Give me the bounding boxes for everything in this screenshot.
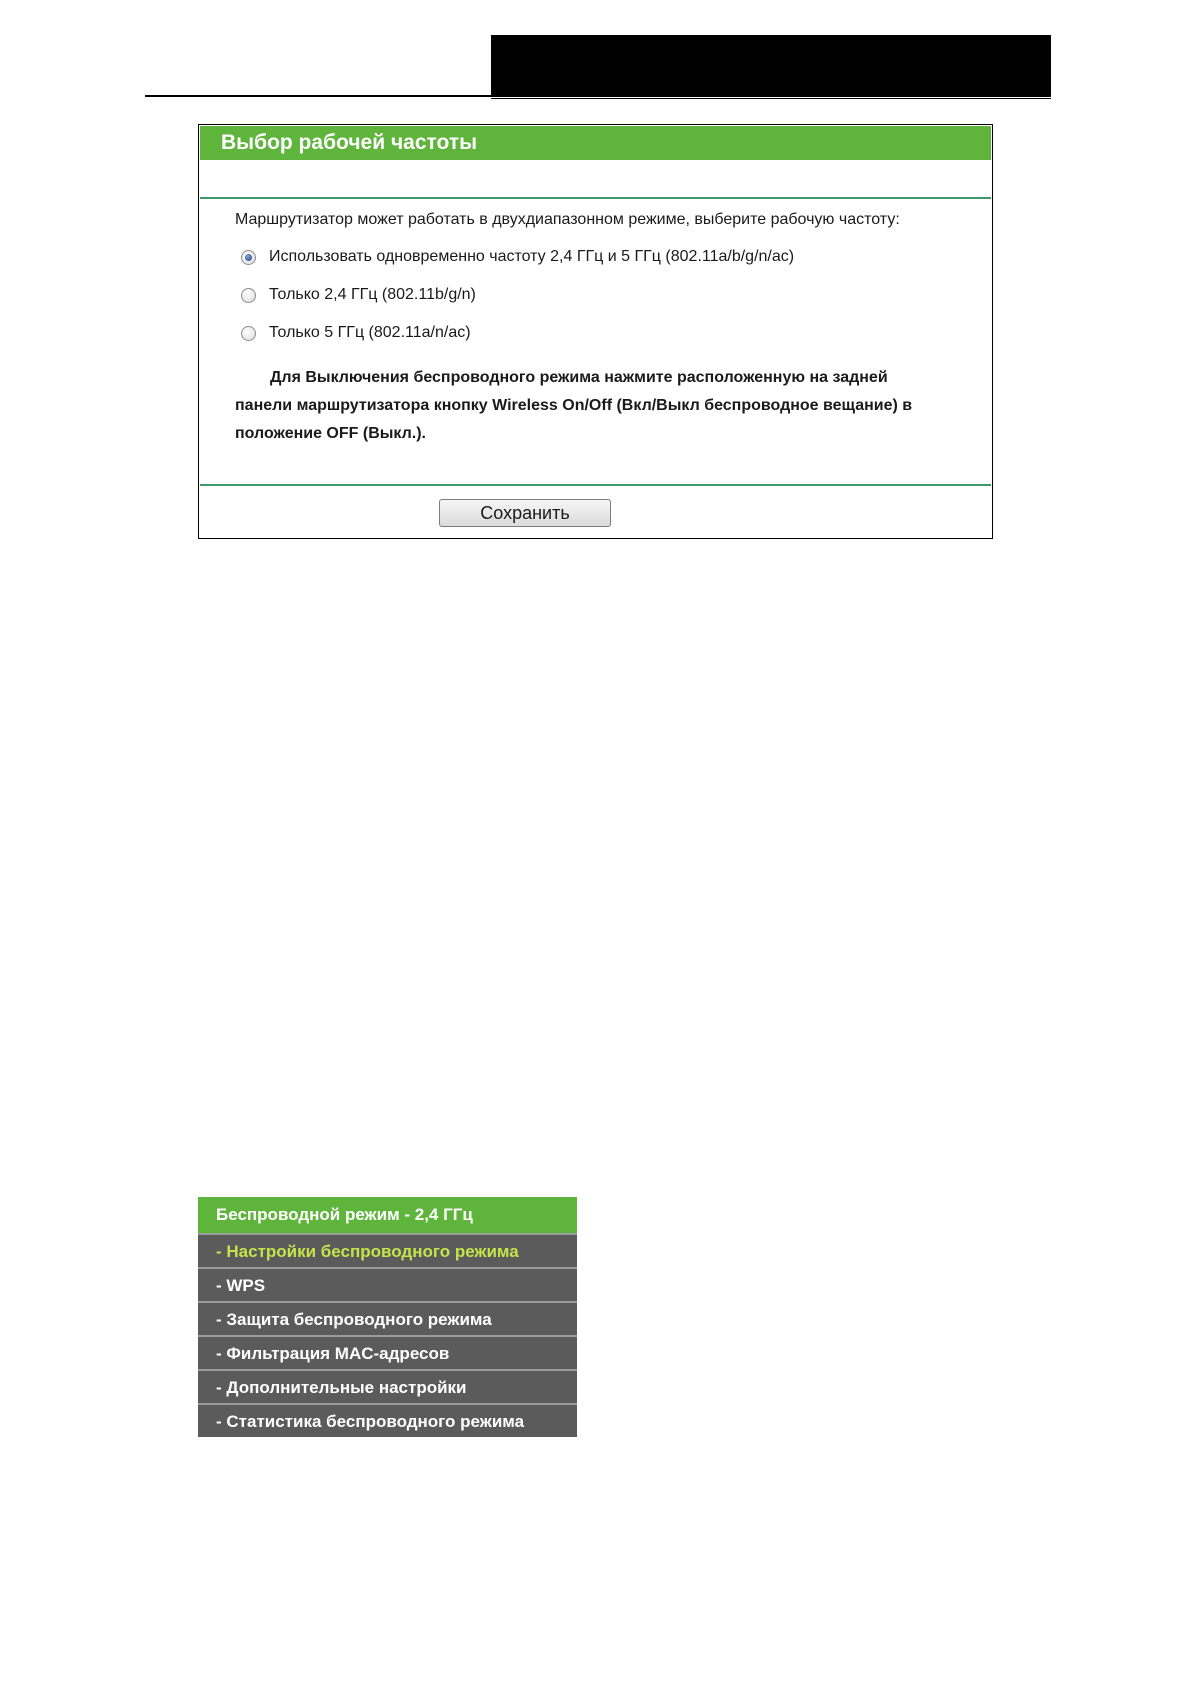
menu-item-wps[interactable]: - WPS (198, 1267, 577, 1301)
menu-item-mac-filtering[interactable]: - Фильтрация MAC-адресов (198, 1335, 577, 1369)
menu-item-wireless-statistics[interactable]: - Статистика беспроводного режима (198, 1403, 577, 1437)
panel-title: Выбор рабочей частоты (200, 126, 991, 160)
radio-5ghz-icon[interactable] (241, 326, 256, 341)
wireless-sidebar-menu (198, 1197, 577, 1437)
menu-item-wireless-security[interactable]: - Защита беспроводного режима (198, 1301, 577, 1335)
header-divider (145, 95, 1051, 97)
radio-dual-band-icon[interactable] (241, 250, 256, 265)
option-dual-band[interactable] (241, 248, 794, 266)
wireless-off-note (235, 364, 975, 448)
option-dual-band-label: Использовать одновременно частоту 2,4 ГГц и 5 ГГц (802.11a/b/g/n/ac) (269, 248, 795, 265)
note-line-1: Для Выключения беспроводного режима нажмите расположенную на задней (270, 369, 888, 386)
divider-top (200, 197, 991, 199)
save-button[interactable]: Сохранить (439, 499, 611, 527)
option-5ghz-label: Только 5 ГГц (802.11a/n/ac) (269, 324, 471, 341)
option-2-4ghz[interactable] (241, 286, 476, 304)
radio-2-4ghz-icon[interactable] (241, 288, 256, 303)
menu-item-advanced-settings[interactable]: - Дополнительные настройки (198, 1369, 577, 1403)
intro-text: Маршрутизатор может работать в двухдиапазонном режиме, выберите рабочую частоту: (235, 211, 900, 228)
frequency-selection-panel (198, 124, 993, 539)
menu-header-wireless-2-4ghz[interactable]: Беспроводной режим - 2,4 ГГц (198, 1197, 577, 1233)
menu-item-wireless-settings[interactable]: - Настройки беспроводного режима (198, 1233, 577, 1267)
note-line-3: положение OFF (Выкл.). (235, 425, 426, 442)
option-5ghz[interactable] (241, 324, 471, 342)
divider-bottom (200, 484, 991, 486)
option-2-4ghz-label: Только 2,4 ГГц (802.11b/g/n) (269, 286, 476, 303)
header-divider-secondary (491, 98, 1051, 99)
header-black-bar (491, 35, 1051, 95)
note-line-2: панели маршрутизатора кнопку Wireless On/Off (Вкл/Выкл беспроводное вещание) в (235, 397, 913, 414)
